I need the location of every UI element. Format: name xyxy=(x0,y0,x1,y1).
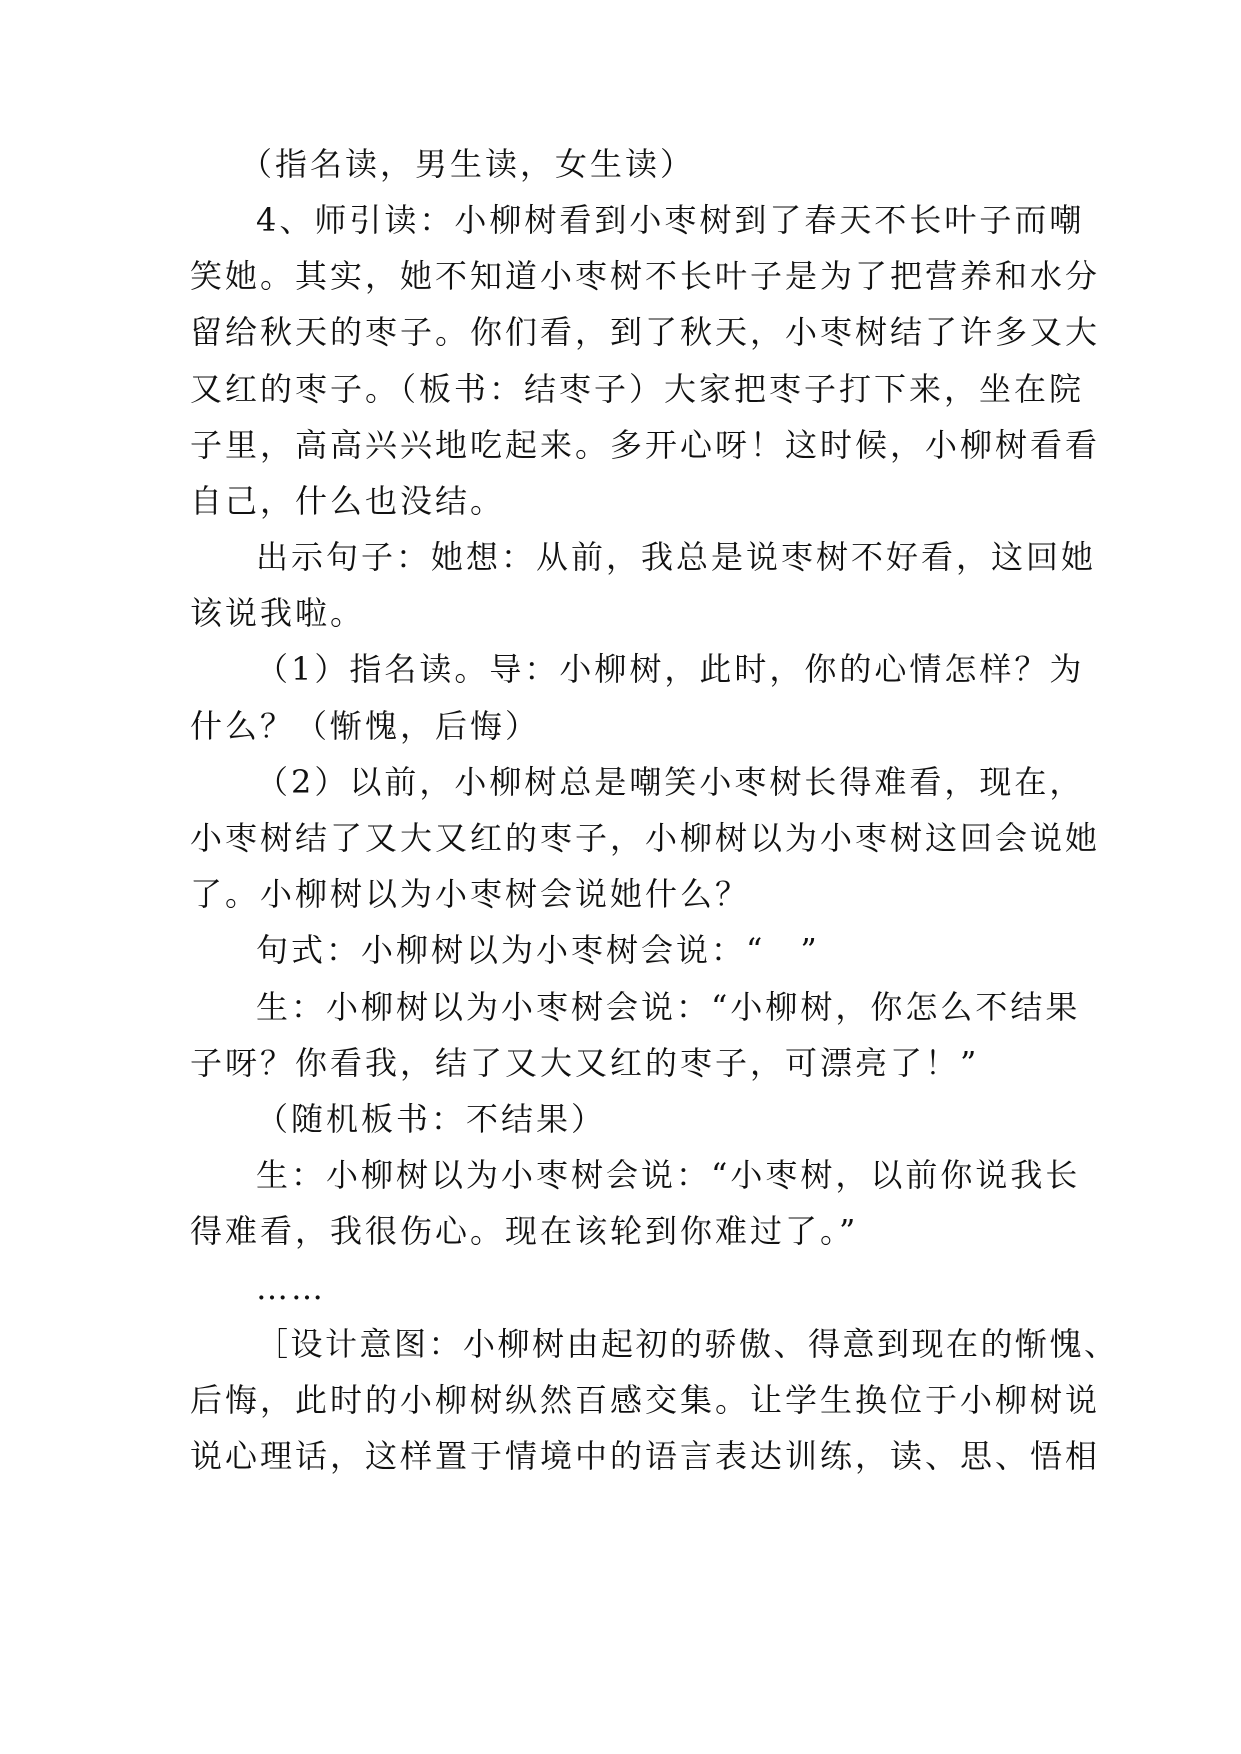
text-line: 小枣树结了又大又红的枣子，小柳树以为小枣树这回会说她 xyxy=(190,819,1101,857)
text-line: 后悔，此时的小柳树纵然百感交集。让学生换位于小柳树说 xyxy=(190,1381,1101,1419)
text-line: 子里，高高兴兴地吃起来。多开心呀！这时候，小柳树看看 xyxy=(190,426,1101,464)
text-line: （1）指名读。导：小柳树，此时，你的心情怎样？为 xyxy=(256,650,1085,688)
text-line: 又红的枣子。（板书：结枣子）大家把枣子打下来，坐在院 xyxy=(190,370,1085,408)
text-line: 什么？（惭愧，后悔） xyxy=(190,707,541,745)
text-line: 说心理话，这样置于情境中的语言表达训练，读、思、悟相 xyxy=(190,1437,1101,1475)
text-line: 了。小柳树以为小枣树会说她什么？ xyxy=(190,875,751,913)
text-line: ［设计意图：小柳树由起初的骄傲、得意到现在的惭愧、 xyxy=(256,1325,1119,1363)
text-line: 得难看，我很伤心。现在该轮到你难过了。” xyxy=(190,1212,859,1250)
text-line: 出示句子：她想：从前，我总是说枣树不好看，这回她 xyxy=(256,538,1097,576)
text-line: 留给秋天的枣子。你们看，到了秋天，小枣树结了许多又大 xyxy=(190,313,1101,351)
text-line: （2）以前，小柳树总是嘲笑小枣树长得难看，现在， xyxy=(256,763,1085,801)
text-line: 生：小柳树以为小枣树会说：“小枣树，以前你说我长 xyxy=(256,1156,1081,1194)
text-line: 子呀？你看我，结了又大又红的枣子，可漂亮了！” xyxy=(190,1044,980,1082)
text-line: （随机板书：不结果） xyxy=(256,1100,607,1138)
text-line: 笑她。其实，她不知道小枣树不长叶子是为了把营养和水分 xyxy=(190,257,1101,295)
text-line: 4、师引读：小柳树看到小枣树到了春天不长叶子而嘲 xyxy=(256,201,1085,239)
text-line: 自己，什么也没结。 xyxy=(190,482,506,520)
text-line: 句式：小柳树以为小枣树会说：“ ” xyxy=(256,931,820,969)
text-line: 该说我啦。 xyxy=(190,594,366,632)
text-line: 生：小柳树以为小枣树会说：“小柳树，你怎么不结果 xyxy=(256,988,1081,1026)
text-line: …… xyxy=(256,1269,326,1307)
text-line: （指名读，男生读，女生读） xyxy=(240,145,696,183)
